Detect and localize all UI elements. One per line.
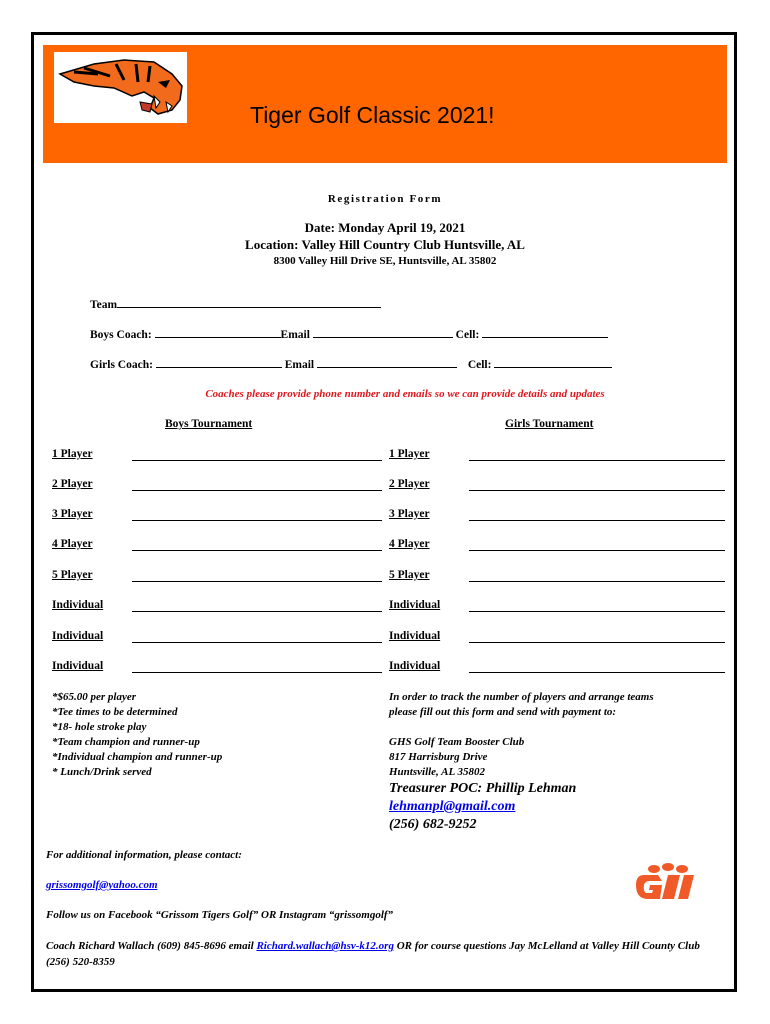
- fee-item: * Lunch/Drink served: [52, 766, 152, 778]
- boys-coach-name-line[interactable]: [155, 327, 281, 338]
- boys-row-label: 2 Player: [52, 478, 93, 490]
- girls-player-input-line[interactable]: [469, 490, 725, 491]
- boys-player-input-line[interactable]: [132, 672, 382, 673]
- girls-player-input-line[interactable]: [469, 550, 725, 551]
- girls-row-label: Individual: [389, 630, 441, 642]
- girls-row-label: Individual: [389, 660, 441, 672]
- booster-club-city: Huntsville, AL 35802: [389, 766, 486, 778]
- fee-details-list: [52, 690, 222, 780]
- boys-player-input-line[interactable]: [132, 520, 382, 521]
- tiger-head-logo-icon: [54, 52, 187, 123]
- fee-item: *Individual champion and runner-up: [52, 751, 223, 763]
- boys-cell-label: Cell:: [455, 329, 480, 341]
- girls-cell-label: Cell:: [467, 359, 492, 371]
- team-field-row: [90, 297, 381, 311]
- girls-row-label: Individual: [389, 599, 441, 611]
- team-label: Team: [90, 299, 118, 311]
- fee-item: *18- hole stroke play: [52, 721, 147, 733]
- contact-email-link[interactable]: grissomgolf@yahoo.com: [46, 879, 158, 891]
- boys-player-input-line[interactable]: [132, 460, 382, 461]
- girls-row-label: 1 Player: [389, 448, 430, 460]
- boys-email-line[interactable]: [313, 327, 453, 338]
- booster-club-name: GHS Golf Team Booster Club: [389, 736, 525, 748]
- treasurer-email-link[interactable]: lehmanpl@gmail.com: [389, 799, 516, 814]
- fee-item: *Tee times to be determined: [52, 706, 178, 718]
- event-address: 8300 Valley Hill Drive SE, Huntsville, AL 35802: [273, 255, 497, 267]
- coaches-note: Coaches please provide phone number and emails so we can provide details and updates: [205, 388, 605, 400]
- grissom-gi-paw-logo-icon: [634, 863, 696, 908]
- girls-player-input-line[interactable]: [469, 581, 725, 582]
- instructions-line: In order to track the number of players and arrange teams: [389, 691, 654, 703]
- boys-row-label: Individual: [52, 599, 104, 611]
- coach-contact-prefix: Coach Richard Wallach (609) 845-8696 email: [46, 940, 257, 952]
- boys-row-label: Individual: [52, 660, 104, 672]
- girls-row-label: 2 Player: [389, 478, 430, 490]
- girls-row-label: 4 Player: [389, 538, 430, 550]
- team-input-line[interactable]: [117, 297, 381, 308]
- boys-player-input-line[interactable]: [132, 490, 382, 491]
- boys-cell-line[interactable]: [482, 327, 608, 338]
- boys-coach-label: Boys Coach:: [90, 329, 152, 341]
- boys-email-label: Email: [280, 329, 310, 341]
- boys-row-label: Individual: [52, 630, 104, 642]
- girls-coach-label: Girls Coach:: [90, 359, 153, 371]
- treasurer-phone: (256) 682-9252: [389, 817, 477, 832]
- boys-tournament-heading: Boys Tournament: [165, 418, 253, 430]
- girls-email-line[interactable]: [317, 357, 457, 368]
- fee-item: *Team champion and runner-up: [52, 736, 200, 748]
- boys-player-input-line[interactable]: [132, 642, 382, 643]
- girls-email-label: Email: [284, 359, 315, 371]
- contact-intro: For additional information, please contact:: [46, 849, 242, 861]
- boys-row-label: 5 Player: [52, 569, 93, 581]
- boys-row-label: 3 Player: [52, 508, 93, 520]
- girls-player-input-line[interactable]: [469, 460, 725, 461]
- boys-player-input-line[interactable]: [132, 550, 382, 551]
- girls-player-input-line[interactable]: [469, 611, 725, 612]
- girls-player-input-line[interactable]: [469, 642, 725, 643]
- form-subtitle: Registration Form: [327, 193, 443, 205]
- social-follow-text: Follow us on Facebook “Grissom Tigers Golf” OR Instagram “grissomgolf”: [46, 909, 394, 921]
- girls-coach-row: [90, 357, 612, 371]
- fee-item: *$65.00 per player: [52, 691, 137, 703]
- instructions-line: please fill out this form and send with payment to:: [389, 706, 617, 718]
- payment-instructions: [389, 690, 729, 834]
- boys-player-input-line[interactable]: [132, 581, 382, 582]
- booster-club-street: 817 Harrisburg Drive: [389, 751, 488, 763]
- page-title: Tiger Golf Classic 2021!: [250, 102, 495, 128]
- event-location: Location: Valley Hill Country Club Huntsville, AL: [245, 237, 525, 252]
- girls-cell-line[interactable]: [494, 357, 612, 368]
- girls-row-label: 3 Player: [389, 508, 430, 520]
- boys-row-label: 4 Player: [52, 538, 93, 550]
- event-date: Date: Monday April 19, 2021: [304, 220, 466, 235]
- page-border: [31, 32, 737, 992]
- boys-coach-row: [90, 327, 608, 341]
- girls-tournament-heading: Girls Tournament: [505, 418, 594, 430]
- girls-row-label: 5 Player: [389, 569, 430, 581]
- coach-email-link[interactable]: Richard.wallach@hsv-k12.org: [256, 940, 394, 952]
- girls-player-input-line[interactable]: [469, 520, 725, 521]
- girls-coach-name-line[interactable]: [156, 357, 282, 368]
- boys-player-input-line[interactable]: [132, 611, 382, 612]
- coach-contact-suffix: OR for course questions Jay McLelland at Valley Hill County Club (256) 520-8359: [46, 940, 700, 968]
- coach-contact-text: [46, 938, 726, 970]
- boys-row-label: 1 Player: [52, 448, 93, 460]
- girls-player-input-line[interactable]: [469, 672, 725, 673]
- treasurer-poc: Treasurer POC: Phillip Lehman: [389, 781, 577, 796]
